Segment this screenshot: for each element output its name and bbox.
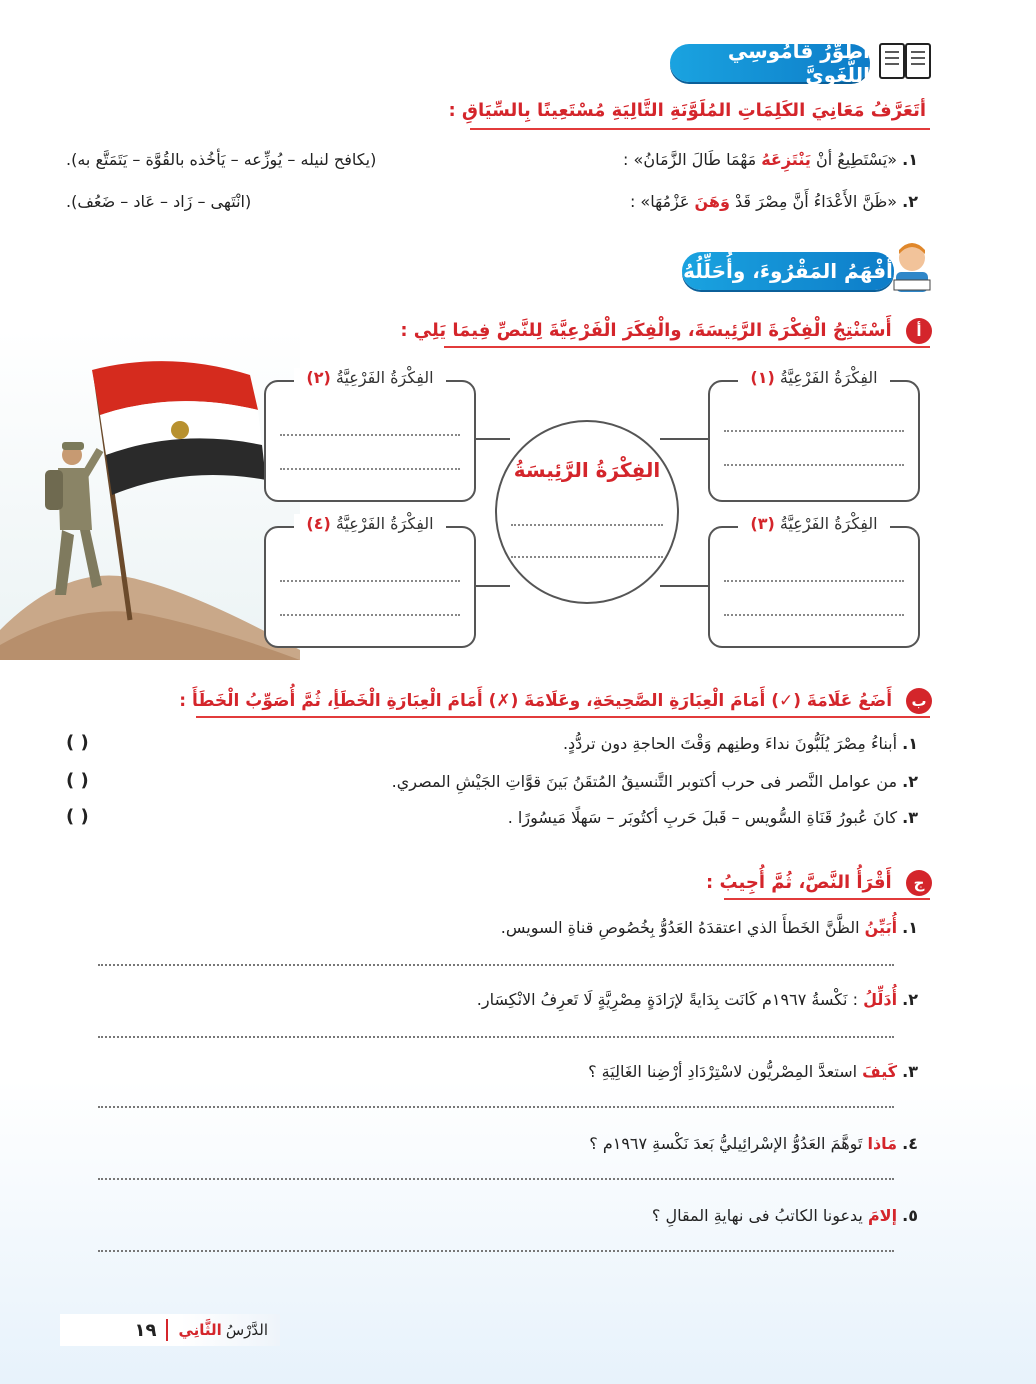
main-idea-label: الفِكْرَةُ الرَّئِيسَةُ [513, 458, 661, 482]
page-number: ١٩ [134, 1319, 157, 1341]
part-a-rule [444, 346, 930, 348]
answer-line[interactable] [98, 1178, 894, 1180]
vocab-choices-1: (يكافح لنيله – يُوزِّعه – يَأخُذه بالقُوَّة – يَتَمَتَّع به). [66, 150, 377, 169]
vocab-choices-2: (انْتَهى – زَاد – عَاد – ضَعُف). [66, 192, 252, 211]
main-idea-line[interactable] [511, 556, 663, 558]
main-idea-circle [495, 420, 679, 604]
answer-line[interactable] [724, 614, 904, 616]
question-5: ٥. إلامَ يدعونا الكاتبُ فى نهايةِ المقالِ ؟ [651, 1206, 918, 1225]
answer-line[interactable] [724, 580, 904, 582]
part-c-instruction: ج أَقْرَأُ النَّصَّ، ثُمَّ أُجِيبُ : [706, 870, 932, 896]
statement-1: ١. أبناءُ مِصْرَ يُلَبُّونَ نداءَ وطنِهم وَقْتَ الحاجةِ دون تردُّدٍ. [562, 734, 918, 753]
part-b-instruction: ب أَضَعُ عَلَامَةَ (✓) أَمَامَ الْعِبَارَةِ الصَّحِيحَةِ، وعَلَامَةَ (✗) أَمَامَ الْعِبَارَةِ الْخَطَأِ، ثُمَّ أُصَوِّبُ الْخَطَأَ : [179, 688, 932, 714]
answer-line[interactable] [280, 580, 460, 582]
connector-line [470, 438, 510, 440]
answer-line[interactable] [724, 464, 904, 466]
vocabulary-banner-title: أُطَوِّرُ قَامُوسِي اللُّغَوِيَّ [727, 39, 870, 87]
sub-idea-box-4: الفِكْرَةُ الفَرْعِيَّةُ (٤) [264, 526, 476, 648]
lesson-ordinal: الثَّانِي [178, 1321, 222, 1339]
sub-idea-box-2: الفِكْرَةُ الفَرْعِيَّةُ (٢) [264, 380, 476, 502]
book-icon [876, 38, 936, 84]
part-b-rule [196, 716, 930, 718]
question-2: ٢. أُدَلِّلُ : نَكْسةُ ١٩٦٧م كَانَت بِدَايةً لإرَادَةٍ مِصْرِيَّةٍ لَا تَعرِفُ الانْكِسَار. [476, 990, 918, 1009]
lesson-word: الدَّرْسُ [225, 1321, 268, 1339]
part-c-rule [724, 898, 930, 900]
answer-line[interactable] [280, 468, 460, 470]
main-idea-line[interactable] [511, 524, 663, 526]
part-a-badge: أ [906, 318, 932, 344]
answer-line[interactable] [98, 1250, 894, 1252]
answer-parentheses[interactable]: ( ) [66, 732, 89, 753]
part-b-badge: ب [906, 688, 932, 714]
answer-line[interactable] [724, 430, 904, 432]
question-4: ٤. مَاذا تَوهَّمَ العَدُوُّ الإسْرائِيليُّ بَعدَ نَكْسةِ ١٩٦٧م ؟ [589, 1134, 918, 1153]
answer-line[interactable] [98, 1036, 894, 1038]
part-a-instruction: أ أَسْتَنْتِجُ الْفِكْرَةَ الرَّئِيسَةَ، والْفِكَرَ الْفَرْعِيَّةَ لِلنَّصِّ فِيمَا يَلِي : [400, 318, 932, 344]
comprehension-banner-title: أَفْهَمُ المَقْرُوءَ، وأُحَلِّلُهُ [683, 259, 893, 283]
vocab-item-2: ٢. «ظَنَّ الأَعْدَاءُ أَنَّ مِصْرَ قَدْ وَهَنَ عَزْمُهَا» : [629, 192, 918, 211]
answer-parentheses[interactable]: ( ) [66, 806, 89, 827]
answer-line[interactable] [280, 614, 460, 616]
connector-line [660, 585, 710, 587]
statement-3: ٣. كانَ عُبورُ قَنَاةِ السُّويس – قَبلَ حَربِ أكتُوبَر – سَهلًا مَيسُورًا . [507, 808, 918, 827]
footer-divider [166, 1319, 168, 1341]
sub-idea-box-3: الفِكْرَةُ الفَرْعِيَّةُ (٣) [708, 526, 920, 648]
connector-line [660, 438, 710, 440]
question-1: ١. أُبَيِّنُ الظَّنَّ الخَطأَ الذي اعتقدَهُ العَدُوُّ بِخُصُوصِ قناةِ السويس. [500, 918, 918, 937]
reading-child-icon [888, 240, 936, 296]
question-3: ٣. كَيفَ استعدَّ المِصْريُّون لاسْتِرْدَادِ أرْضِنا الغَالِيَةِ ؟ [588, 1062, 918, 1081]
page-footer [60, 1314, 280, 1346]
vocabulary-rule [470, 128, 930, 130]
answer-line[interactable] [280, 434, 460, 436]
statement-2: ٢. من عوامل النَّصر فى حرب أكتوبر التَّنسيقُ المُتقَنُ بَينَ قوَّاتِ الجَيْشِ المصري. [391, 772, 918, 791]
part-c-badge: ج [906, 870, 932, 896]
colored-word: وَهَنَ [694, 192, 730, 211]
answer-line[interactable] [98, 964, 894, 966]
comprehension-banner [682, 252, 894, 290]
colored-word: يَنْتَزِعَهُ [761, 150, 811, 169]
vocabulary-banner [670, 39, 870, 87]
sub-idea-box-1: الفِكْرَةُ الفَرْعِيَّةُ (١) [708, 380, 920, 502]
vocab-item-1: ١. «يَسْتَطِيعُ أنْ يَنْتَزِعَهُ مَهْمَا طَالَ الزَّمَانُ» : [623, 150, 918, 169]
connector-line [470, 585, 510, 587]
soldier-flag-illustration [0, 330, 300, 660]
answer-line[interactable] [98, 1106, 894, 1108]
vocabulary-instruction: أتَعَرَّفُ مَعَانِيَ الكَلِمَاتِ المُلَوَّنَةِ التَّالِيَةِ مُسْتَعِينًا بِالسِّيَاقِ : [448, 100, 926, 121]
answer-parentheses[interactable]: ( ) [66, 770, 89, 791]
